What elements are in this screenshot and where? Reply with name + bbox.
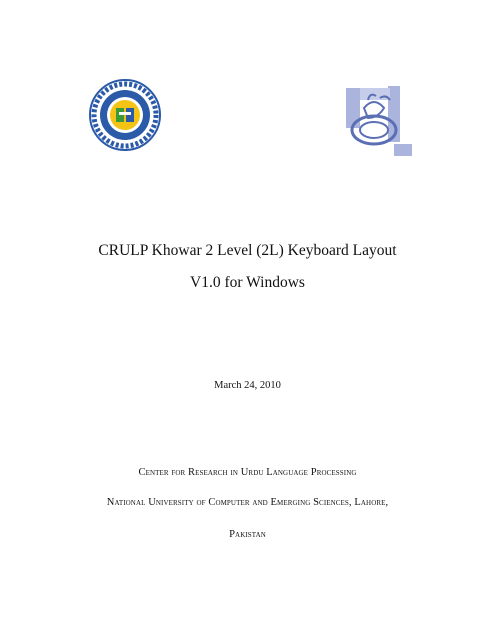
organization-line-3: Pakistan	[229, 529, 266, 540]
crulp-monogram-logo	[344, 78, 416, 160]
organization-line-2: National University of Computer and Emerging Sciences, Lahore,	[106, 497, 389, 508]
document-title-line-1: CRULP Khowar 2 Level (2L) Keyboard Layout	[98, 242, 397, 259]
document-title-line-2: V1.0 for Windows	[190, 274, 305, 291]
organization-line-1: Center for Research in Urdu Language Processing	[138, 467, 357, 478]
document-date: March 24, 2010	[214, 380, 281, 391]
university-seal-logo	[88, 78, 162, 152]
